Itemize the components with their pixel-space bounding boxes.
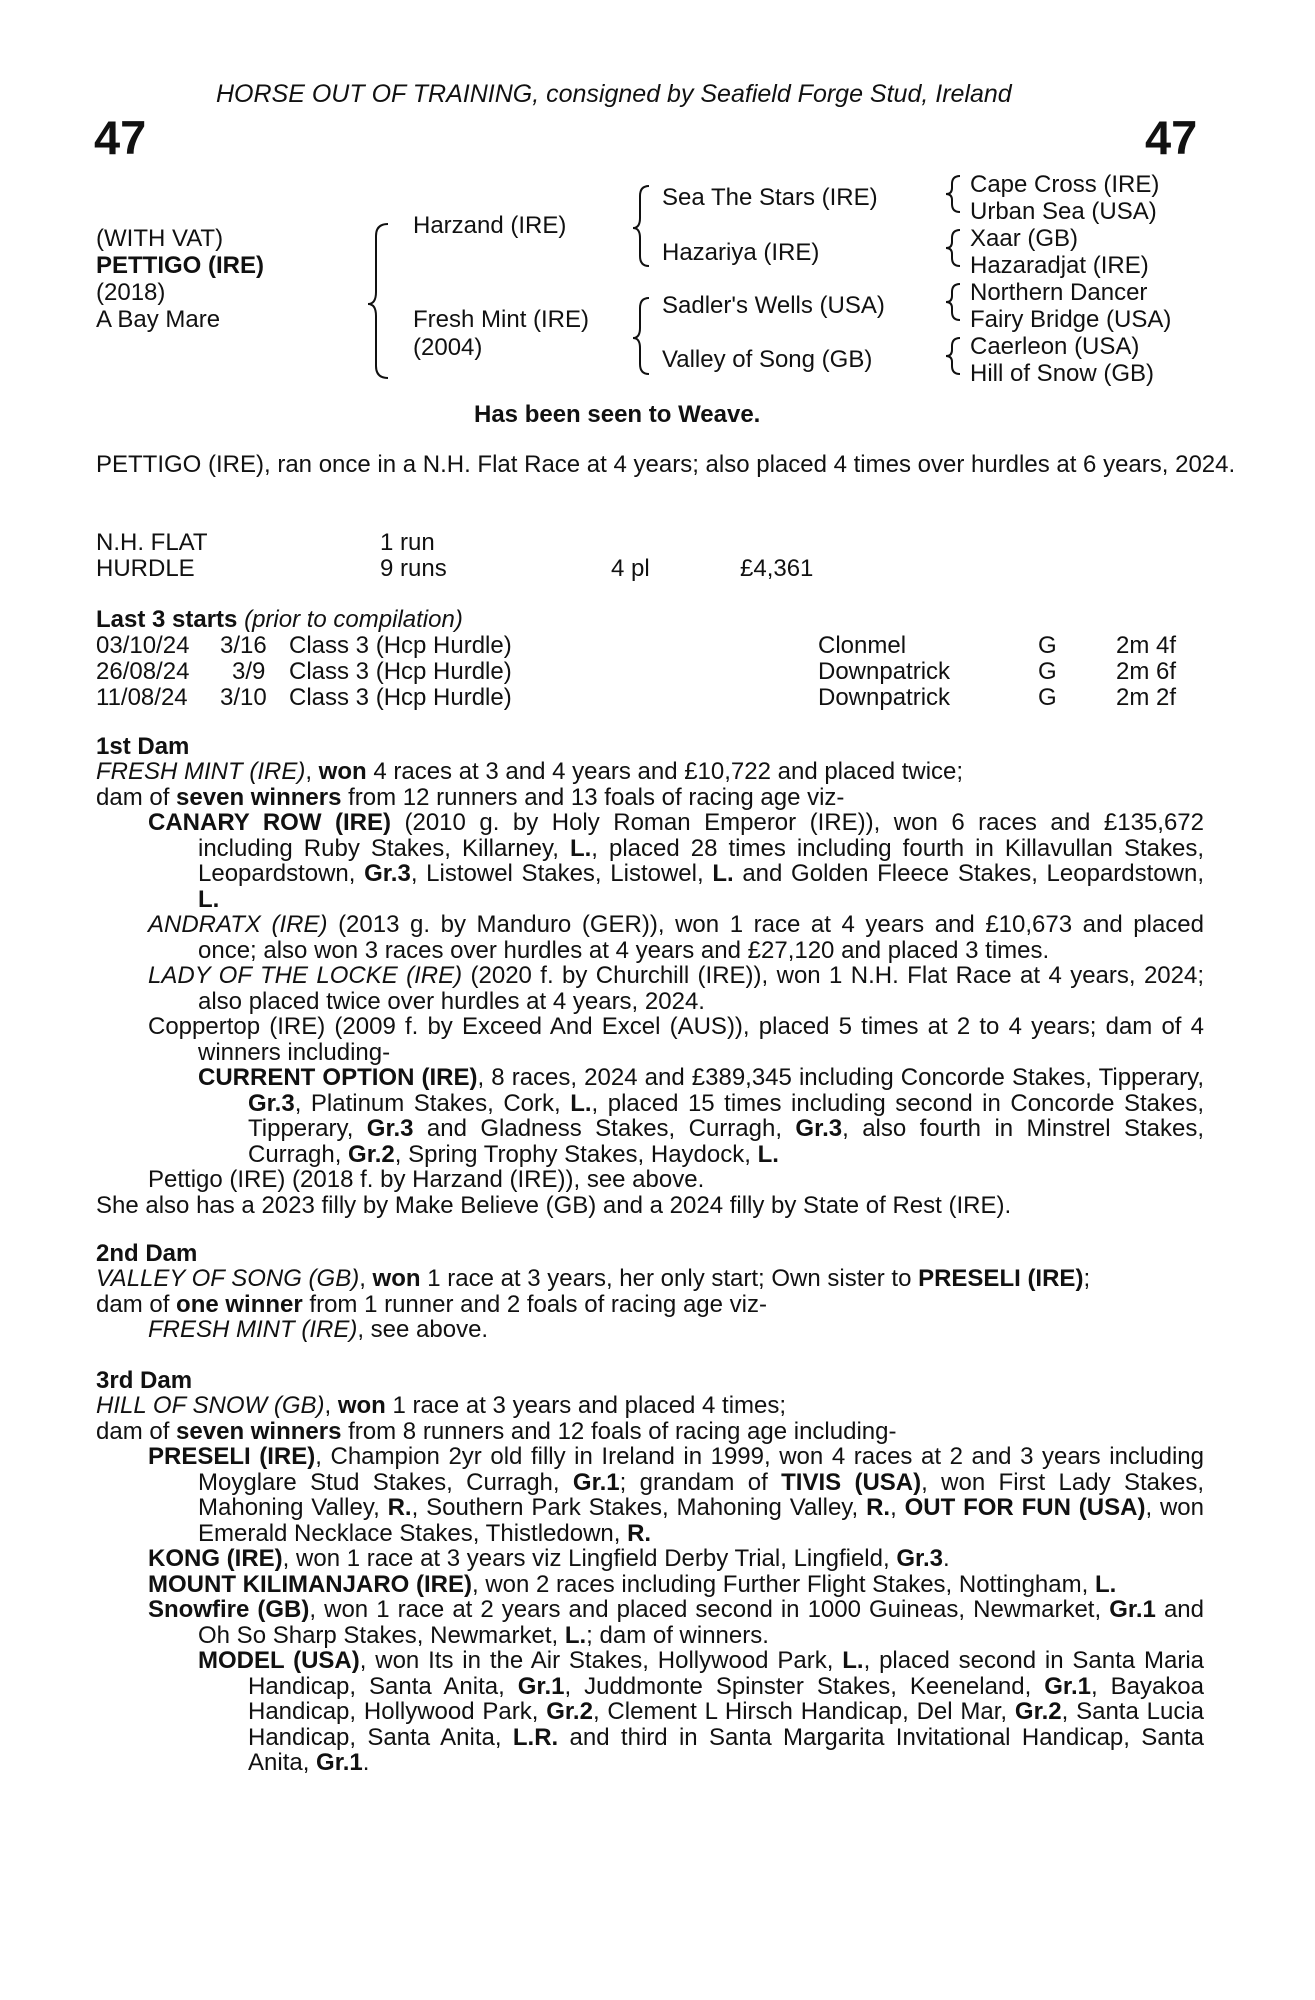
- ancestor-1: Cape Cross (IRE): [970, 171, 1160, 198]
- start-going-2: G: [1038, 658, 1057, 685]
- produce-preseli: PRESELI (IRE), Champion 2yr old filly in Ireland in 1999, won 4 races at 2 and 3 years including Moyglare Stud Stakes, Curragh, Gr.1; grandam of TIVIS (USA), won First Lady Stakes, Mahoning Valley, R., Southern Park Stakes, Mahoning Valley, R., OUT FOR FUN (USA), won Emerald Necklace Stakes, Thistledown, R.: [148, 1443, 1205, 1547]
- start-race-2: Class 3 (Hcp Hurdle): [289, 658, 512, 685]
- produce-mount-kilimanjaro: MOUNT KILIMANJARO (IRE), won 2 races including Further Flight Stakes, Nottingham, L.: [148, 1570, 1117, 1598]
- dam-dam: Valley of Song (GB): [662, 346, 873, 373]
- record-prize-2: £4,361: [740, 555, 814, 582]
- start-dist-2: 2m 6f: [1116, 658, 1177, 685]
- ancestor-7: Caerleon (USA): [970, 333, 1140, 360]
- catalogue-header: HORSE OUT OF TRAINING, consigned by Seafield Forge Stud, Ireland: [216, 80, 1012, 108]
- dam1-section: [96, 759, 1204, 1218]
- lot-number-right: 47: [1145, 111, 1198, 164]
- dam3-produce: dam of seven winners from 8 runners and 12 foals of racing age including-: [96, 1417, 897, 1445]
- start-race-1: Class 3 (Hcp Hurdle): [289, 632, 512, 659]
- produce-pettigo: Pettigo (IRE) (2018 f. by Harzand (IRE)), see above.: [148, 1166, 705, 1193]
- dam2-heading: 2nd Dam: [96, 1240, 198, 1267]
- g-bracket-4: [946, 338, 960, 374]
- dam1-intro: FRESH MINT (IRE), won 4 races at 3 and 4 years and £10,722 and placed twice;: [96, 758, 964, 785]
- last-starts-title: Last 3 starts: [96, 606, 238, 633]
- dam3-intro: HILL OF SNOW (GB), won 1 race at 3 years and placed 4 times;: [96, 1392, 787, 1419]
- main-bracket: [368, 224, 388, 378]
- produce-andratx: ANDRATX (IRE) (2013 g. by Manduro (GER)), won 1 race at 4 years and £10,673 and placed once; also won 3 races over hurdles at 4 years and £27,120 and placed 3 times.: [148, 911, 1204, 964]
- produce-model: MODEL (USA), won Its in the Air Stakes, Hollywood Park, L., placed second in Santa Maria Handicap, Santa Anita, Gr.1, Juddmonte Spinster Stakes, Keeneland, Gr.1, Bayakoa Handicap, Hollywood Park, Gr.2, Clement L Hirsch Handicap, Del Mar, Gr.2, Santa Lucia Handicap, Santa Anita, L.R. and third in Santa Margarita Invitational Handicap, Santa Anita, Gr.1.: [198, 1647, 1205, 1776]
- vice-note: Has been seen to Weave.: [474, 401, 761, 428]
- start-pos-3: 3/10: [220, 684, 267, 711]
- dam1-heading: 1st Dam: [96, 733, 190, 760]
- start-date-3: 11/08/24: [96, 684, 188, 711]
- record-runs-2: 9 runs: [380, 555, 447, 582]
- start-date-2: 26/08/24: [96, 658, 190, 685]
- ancestor-6: Fairy Bridge (USA): [970, 306, 1172, 333]
- horse-year: (2018): [96, 279, 166, 306]
- produce-lady-of-the-locke: LADY OF THE LOCKE (IRE) (2020 f. by Churchill (IRE)), won 1 N.H. Flat Race at 4 years, 2024; also placed twice over hurdles at 4 years, 2024.: [148, 962, 1205, 1015]
- start-date-1: 03/10/24: [96, 632, 190, 659]
- start-going-3: G: [1038, 684, 1057, 711]
- produce-fresh-mint: FRESH MINT (IRE), see above.: [148, 1316, 489, 1343]
- record-type-1: N.H. FLAT: [96, 529, 208, 556]
- produce-snowfire: Snowfire (GB), won 1 race at 2 years and placed second in 1000 Guineas, Newmarket, Gr.1 and Oh So Sharp Stakes, Newmarket, L.; dam of winners.: [148, 1596, 1204, 1649]
- dam1-produce: dam of seven winners from 12 runners and 13 foals of racing age viz-: [96, 783, 845, 811]
- dam1-also: She also has a 2023 filly by Make Believe (GB) and a 2024 filly by State of Rest (IRE).: [96, 1191, 1012, 1219]
- dam2-intro: VALLEY OF SONG (GB), won 1 race at 3 years, her only start; Own sister to PRESELI (IRE);: [96, 1265, 1091, 1292]
- ancestor-5: Northern Dancer: [970, 279, 1148, 306]
- record-type-2: HURDLE: [96, 555, 195, 582]
- produce-canary-row: CANARY ROW (IRE) (2010 g. by Holy Roman Emperor (IRE)), won 6 races and £135,672 including Ruby Stakes, Killarney, L., placed 28 times including fourth in Killavullan Stakes, Leopardstown, Gr.3, Listowel Stakes, Listowel, L. and Golden Fleece Stakes, Leopardstown, L.: [148, 809, 1205, 913]
- start-dist-3: 2m 2f: [1116, 684, 1177, 711]
- ancestor-8: Hill of Snow (GB): [970, 360, 1155, 387]
- race-summary: PETTIGO (IRE), ran once in a N.H. Flat Race at 4 years; also placed 4 times over hurdles at 6 years, 2024.: [96, 451, 1236, 478]
- record-placed-2: 4 pl: [611, 555, 650, 582]
- g-bracket-3: [946, 284, 960, 320]
- g-bracket-1: [946, 176, 960, 212]
- start-course-2: Downpatrick: [818, 658, 951, 685]
- vat-label: (WITH VAT): [96, 225, 224, 252]
- start-going-1: G: [1038, 632, 1057, 659]
- dam3-heading: 3rd Dam: [96, 1367, 193, 1394]
- sire-dam: Hazariya (IRE): [662, 239, 820, 266]
- sire-sire: Sea The Stars (IRE): [662, 184, 878, 211]
- start-dist-1: 2m 4f: [1116, 632, 1177, 659]
- dam-sire: Sadler's Wells (USA): [662, 292, 885, 319]
- dam-year: (2004): [413, 334, 483, 361]
- start-course-3: Downpatrick: [818, 684, 951, 711]
- dam3-section: [96, 1393, 1204, 1776]
- last-starts-heading: [96, 606, 463, 634]
- dam-bracket: [633, 298, 649, 374]
- last-starts-subtitle: (prior to compilation): [244, 606, 463, 633]
- g-bracket-2: [946, 230, 960, 266]
- start-pos-1: 3/16: [220, 632, 267, 659]
- ancestor-3: Xaar (GB): [970, 225, 1079, 252]
- produce-coppertop: Coppertop (IRE) (2009 f. by Exceed And Excel (AUS)), placed 5 times at 2 to 4 years; dam of 4 winners including-: [148, 1013, 1204, 1066]
- start-race-3: Class 3 (Hcp Hurdle): [289, 684, 512, 711]
- produce-kong: KONG (IRE), won 1 race at 3 years viz Lingfield Derby Trial, Lingfield, Gr.3.: [148, 1545, 950, 1572]
- ancestor-2: Urban Sea (USA): [970, 198, 1157, 225]
- sire-bracket: [633, 186, 649, 266]
- horse-name: PETTIGO (IRE): [96, 252, 264, 279]
- sire-name: Harzand (IRE): [413, 212, 567, 239]
- dam2-produce: dam of one winner from 1 runner and 2 foals of racing age viz-: [96, 1290, 767, 1318]
- horse-description: A Bay Mare: [96, 306, 221, 333]
- start-course-1: Clonmel: [818, 632, 907, 659]
- lot-number-left: 47: [94, 111, 147, 164]
- start-pos-2: 3/9: [232, 658, 266, 685]
- dam2-section: [96, 1266, 1204, 1343]
- produce-current-option: CURRENT OPTION (IRE), 8 races, 2024 and £389,345 including Concorde Stakes, Tipperary, Gr.3, Platinum Stakes, Cork, L., placed 15 times including second in Concorde Stakes, Tipperary, Gr.3 and Gladness Stakes, Curragh, Gr.3, also fourth in Minstrel Stakes, Curragh, Gr.2, Spring Trophy Stakes, Haydock, L.: [198, 1064, 1205, 1168]
- dam-name: Fresh Mint (IRE): [413, 306, 590, 333]
- record-runs-1: 1 run: [380, 529, 435, 556]
- ancestor-4: Hazaradjat (IRE): [970, 252, 1149, 279]
